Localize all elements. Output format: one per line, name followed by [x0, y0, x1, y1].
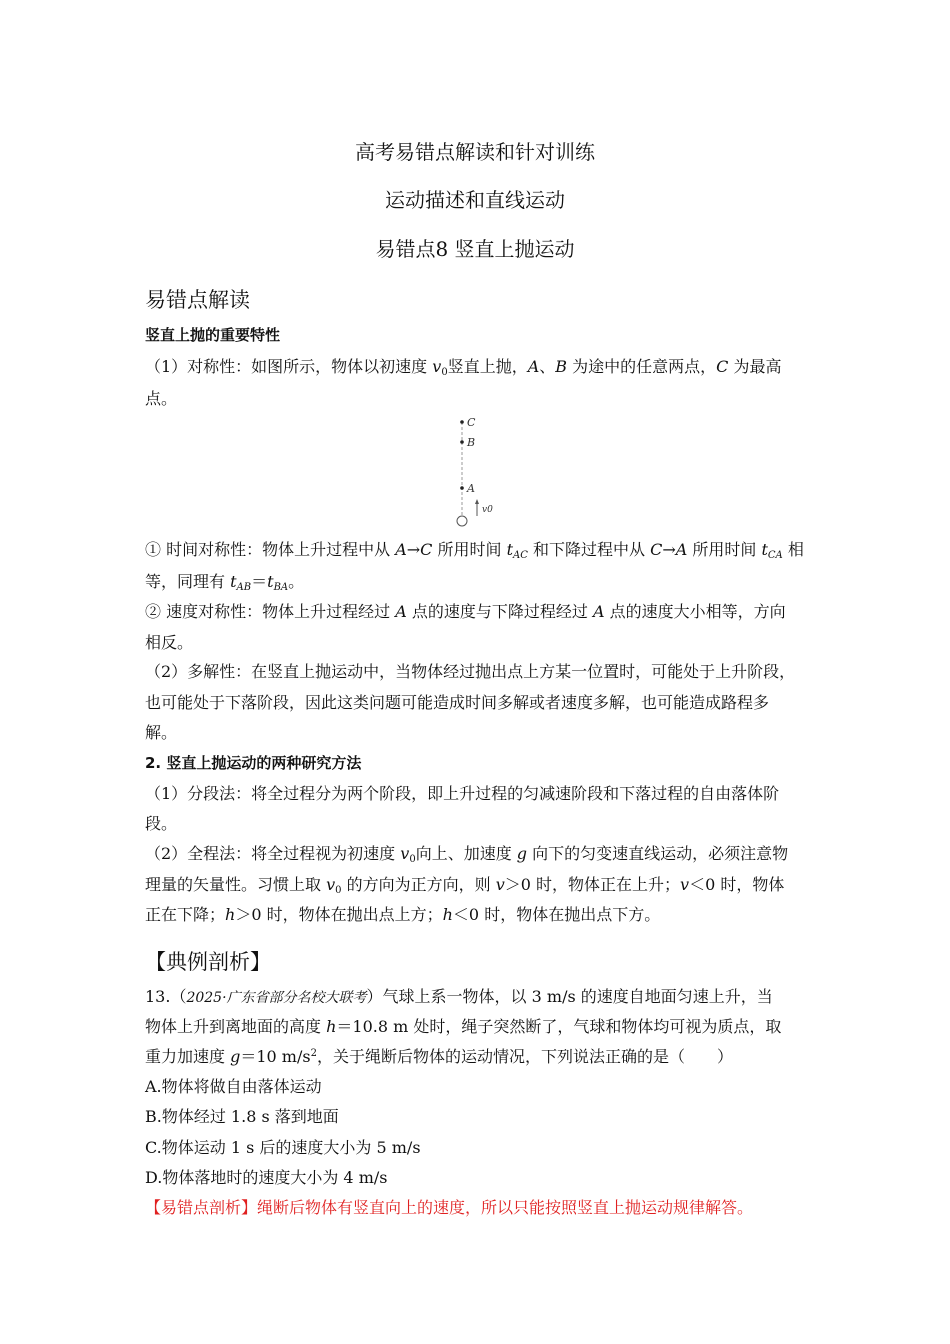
speed-symmetry-line1: ② 速度对称性：物体上升过程经过 A 点的速度与下降过程经过 A 点的速度大小相等，方向 — [145, 602, 786, 621]
option-a: A.物体将做自由落体运动 — [145, 1077, 322, 1096]
method2-line2: 理量的矢量性。习惯上取 $v_0$ 的方向为正方向，则 v＞0 时，物体正在上升；v＜0 时，物体 — [145, 875, 785, 896]
method2-line1: （2）全程法：将全过程视为初速度 $v_0$向上、加速度 g 向下的匀变速直线运动，必须注意物 — [145, 844, 789, 865]
point-b — [460, 440, 464, 444]
label-c: C — [467, 416, 476, 429]
method1-line1: （1）分段法：将全过程分为两个阶段，即上升过程的匀减速阶段和下落过程的自由落体阶 — [145, 784, 780, 803]
option-b: B.物体经过 1.8 s 落到地面 — [145, 1107, 339, 1126]
paragraph-symmetry-line2: 点。 — [145, 389, 178, 408]
vertical-throw-figure — [440, 412, 510, 530]
topic-title: 易错点8 竖直上抛运动 — [375, 237, 575, 261]
multi-solution-line2: 也可能处于下落阶段，因此这类问题可能造成时间多解或者速度多解，也可能造成路程多 — [145, 693, 770, 712]
multi-solution-line1: （2）多解性：在竖直上抛运动中，当物体经过抛出点上方某一位置时，可能处于上升阶段， — [145, 662, 796, 681]
option-c: C.物体运动 1 s 后的速度大小为 5 m/s — [145, 1138, 421, 1157]
question-line1: 13.（2025·广东省部分名校大联考）气球上系一物体，以 3 m/s 的速度自地面匀速上升，当 — [145, 987, 773, 1006]
multi-solution-line3: 解。 — [145, 723, 178, 742]
ball-icon — [457, 516, 467, 526]
label-a: A — [467, 482, 475, 495]
arrow-head-icon — [475, 499, 479, 504]
speed-symmetry-line2: 相反。 — [145, 633, 194, 652]
time-symmetry-line2: 等，同理有 $t_{AB}=t_{BA}$。 — [145, 572, 305, 593]
section-heading-jiedu: 易错点解读 — [145, 288, 250, 312]
section-heading-example: 【典例剖析】 — [145, 950, 271, 974]
paragraph-symmetry-line1: （1）对称性：如图所示，物体以初速度 $v_0$竖直上抛，A、B 为途中的任意两点，C 为最高 — [145, 357, 782, 378]
subheading-methods: 2. 竖直上抛运动的两种研究方法 — [145, 754, 362, 772]
chapter-title: 运动描述和直线运动 — [385, 188, 565, 212]
time-symmetry-line1: ① 时间对称性：物体上升过程中从 A→C 所用时间 $t_{AC}$ 和下降过程中从 C→A 所用时间 $t_{CA}$ 相 — [145, 540, 804, 561]
error-analysis: 【易错点剖析】绳断后物体有竖直向上的速度，所以只能按照竖直上抛运动规律解答。 — [145, 1198, 754, 1217]
subheading-properties: 竖直上抛的重要特性 — [145, 326, 281, 344]
point-c — [460, 420, 464, 424]
main-title: 高考易错点解读和针对训练 — [355, 140, 595, 164]
point-a — [460, 486, 464, 490]
question-line2: 物体上升到离地面的高度 h＝10.8 m 处时，绳子突然断了，气球和物体均可视为质点，取 — [145, 1017, 782, 1036]
label-v0: v0 — [482, 505, 493, 515]
option-d: D.物体落地时的速度大小为 4 m/s — [145, 1168, 388, 1187]
question-line3: 重力加速度 g＝10 $m/s^2$，关于绳断后物体的运动情况，下列说法正确的是（ ） — [145, 1047, 733, 1066]
method2-line3: 正在下降；h＞0 时，物体在抛出点上方；h＜0 时，物体在抛出点下方。 — [145, 905, 661, 924]
label-b: B — [467, 436, 476, 449]
method1-line2: 段。 — [145, 814, 178, 833]
